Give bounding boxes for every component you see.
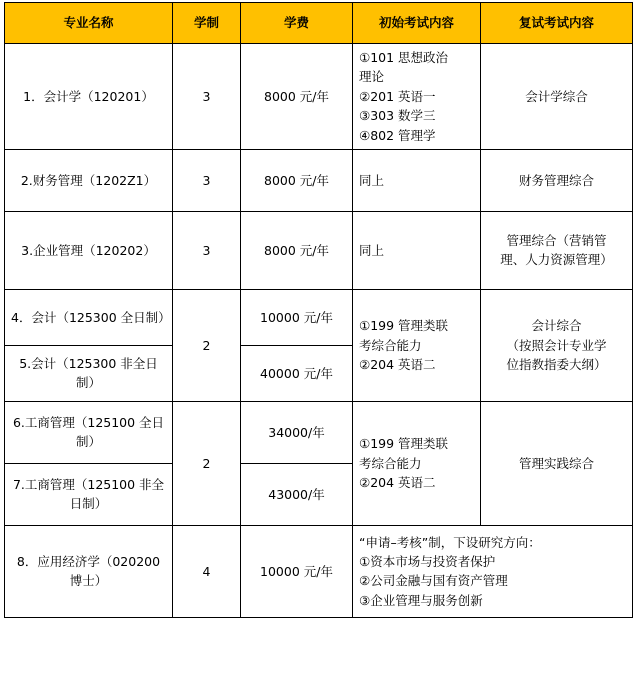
cell-major-name: 3.企业管理（120202）	[5, 211, 173, 289]
cell-tuition: 40000 元/年	[241, 345, 353, 401]
retest-line: 理、人力资源管理）	[500, 252, 613, 268]
column-header-retest-exam: 复试考试内容	[481, 3, 633, 44]
exam-line: ②201 英语一	[359, 88, 436, 104]
exam-line: ④802 管理学	[359, 127, 436, 143]
cell-duration: 2	[173, 289, 241, 401]
table-row	[5, 525, 633, 617]
retest-line: 管理实践综合	[518, 455, 594, 471]
column-header-tuition: 学费	[241, 3, 353, 44]
retest-line: 位指教指委大纲）	[506, 357, 607, 373]
cell-tuition: 8000 元/年	[241, 44, 353, 150]
exam-line: “申请–考核”制，下设研究方向：	[359, 534, 541, 550]
exam-line: ②204 英语二	[359, 357, 436, 373]
exam-line: ①101 思想政治	[359, 50, 449, 65]
cell-retest-exam	[481, 211, 633, 289]
table-body	[5, 44, 633, 618]
major-table	[4, 2, 633, 618]
exam-line: ②公司金融与国有资产管理	[359, 573, 508, 589]
cell-tuition: 8000 元/年	[241, 211, 353, 289]
cell-major-name: 8．应用经济学（020200 博士）	[5, 525, 173, 617]
cell-retest-exam: 财务管理综合	[481, 149, 633, 211]
exam-line: 考综合能力	[359, 455, 422, 471]
exam-line: ①资本市场与投资者保护	[359, 554, 496, 569]
cell-major-name: 4．会计（125300 全日制）	[5, 289, 173, 345]
cell-tuition: 43000/年	[241, 463, 353, 525]
exam-line: ①199 管理类联	[359, 318, 449, 334]
cell-major-name: 2.财务管理（1202Z1）	[5, 149, 173, 211]
cell-initial-exam	[353, 289, 481, 401]
retest-line: （按照会计专业学	[506, 337, 607, 353]
cell-initial-exam	[353, 44, 481, 150]
table-row	[5, 44, 633, 150]
cell-duration: 4	[173, 525, 241, 617]
cell-major-name: 6.工商管理（125100 全日制）	[5, 401, 173, 463]
cell-duration: 3	[173, 149, 241, 211]
retest-line: 会计综合	[531, 318, 582, 334]
exam-line: 考综合能力	[359, 337, 422, 353]
cell-major-name: 1．会计学（120201）	[5, 44, 173, 150]
cell-tuition: 10000 元/年	[241, 289, 353, 345]
cell-initial-exam	[353, 525, 633, 617]
exam-line: ③企业管理与服务创新	[359, 592, 483, 608]
table-row	[5, 289, 633, 345]
cell-retest-exam	[481, 401, 633, 525]
column-header-major-name: 专业名称	[5, 3, 173, 44]
exam-line: ③303 数学三	[359, 108, 436, 124]
retest-line: 管理综合（营销管	[506, 233, 607, 248]
cell-tuition: 34000/年	[241, 401, 353, 463]
cell-major-name: 7.工商管理（125100 非全日制）	[5, 463, 173, 525]
cell-initial-exam: 同上	[353, 149, 481, 211]
table-row	[5, 211, 633, 289]
exam-line: ①199 管理类联	[359, 436, 449, 452]
cell-major-name: 5.会计（125300 非全日制）	[5, 345, 173, 401]
column-header-duration: 学制	[173, 3, 241, 44]
retest-line: 会计学综合	[525, 88, 588, 104]
column-header-initial-exam: 初始考试内容	[353, 3, 481, 44]
cell-initial-exam	[353, 401, 481, 525]
table-row	[5, 149, 633, 211]
table-header-row	[5, 3, 633, 44]
cell-tuition: 8000 元/年	[241, 149, 353, 211]
cell-duration: 3	[173, 211, 241, 289]
cell-tuition: 10000 元/年	[241, 525, 353, 617]
cell-duration: 2	[173, 401, 241, 525]
table-row	[5, 401, 633, 463]
exam-line: 理论	[359, 69, 385, 85]
table-header	[5, 3, 633, 44]
exam-line: ②204 英语二	[359, 475, 436, 491]
cell-initial-exam: 同上	[353, 211, 481, 289]
cell-retest-exam	[481, 44, 633, 150]
cell-retest-exam	[481, 289, 633, 401]
cell-duration: 3	[173, 44, 241, 150]
